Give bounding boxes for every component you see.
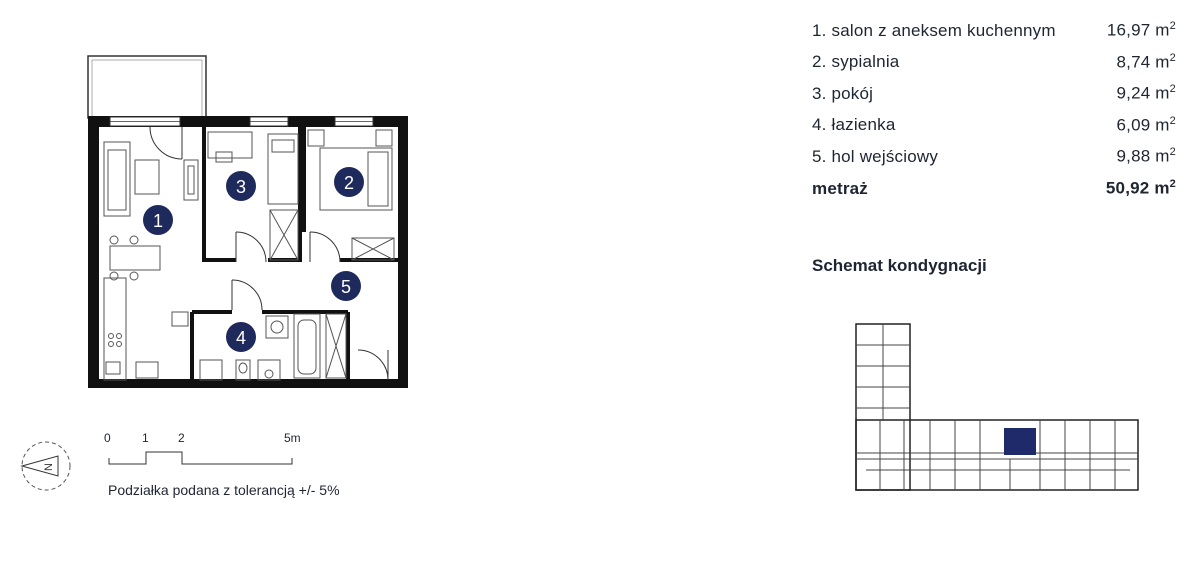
compass-icon	[22, 442, 70, 490]
room-area: 6,09 $m^2$	[1116, 114, 1176, 135]
room-marker-4	[226, 322, 256, 352]
scale-tick-5m: 5m	[284, 431, 301, 445]
room-marker-1	[143, 205, 173, 235]
room-marker-3	[226, 171, 256, 201]
room-marker-number: 4	[235, 328, 247, 348]
room-row	[812, 146, 1176, 178]
room-name: 5. hol wejściowy	[812, 147, 939, 167]
floor-schema-title: Schemat kondygnacji	[812, 256, 987, 275]
apartment-highlight	[1004, 428, 1036, 455]
scale-tick-1: 1	[142, 431, 149, 445]
scale-tick-2: 2	[178, 431, 185, 445]
room-area: 8,74 $m^2$	[1116, 51, 1176, 72]
total-area-row	[812, 178, 1176, 210]
svg-text:N: N	[43, 463, 55, 471]
room-marker-number: 1	[152, 211, 164, 231]
room-marker-2	[334, 167, 364, 197]
room-row	[812, 83, 1176, 115]
room-name: 2. sypialnia	[812, 52, 900, 72]
scale-tolerance-note: Podziałka podana z tolerancją +/- 5%	[108, 482, 340, 498]
room-name: 3. pokój	[812, 83, 874, 103]
room-row	[812, 20, 1176, 52]
room-name: 4. łazienka	[812, 115, 896, 135]
room-area: 9,24 $m^2$	[1116, 83, 1176, 103]
room-marker-number: 5	[340, 277, 352, 297]
room-row	[812, 115, 1176, 147]
room-marker-number: 3	[235, 177, 247, 197]
floor-schema	[856, 324, 1138, 490]
scale-bar	[109, 452, 292, 464]
room-marker-number: 2	[343, 173, 355, 193]
room-row	[812, 52, 1176, 84]
room-name: 1. salon z aneksem kuchennym	[812, 20, 1056, 40]
room-area-list	[812, 20, 1176, 210]
room-area: 9,88 $m^2$	[1116, 146, 1176, 167]
room-marker-5	[331, 271, 361, 301]
total-area: 50,92 $m^2$	[1105, 177, 1176, 198]
balcony	[88, 56, 206, 118]
scale-tick-0: 0	[104, 431, 111, 445]
room-area: 16,97 $m^2$	[1106, 20, 1176, 40]
total-label: metraż	[812, 178, 869, 198]
